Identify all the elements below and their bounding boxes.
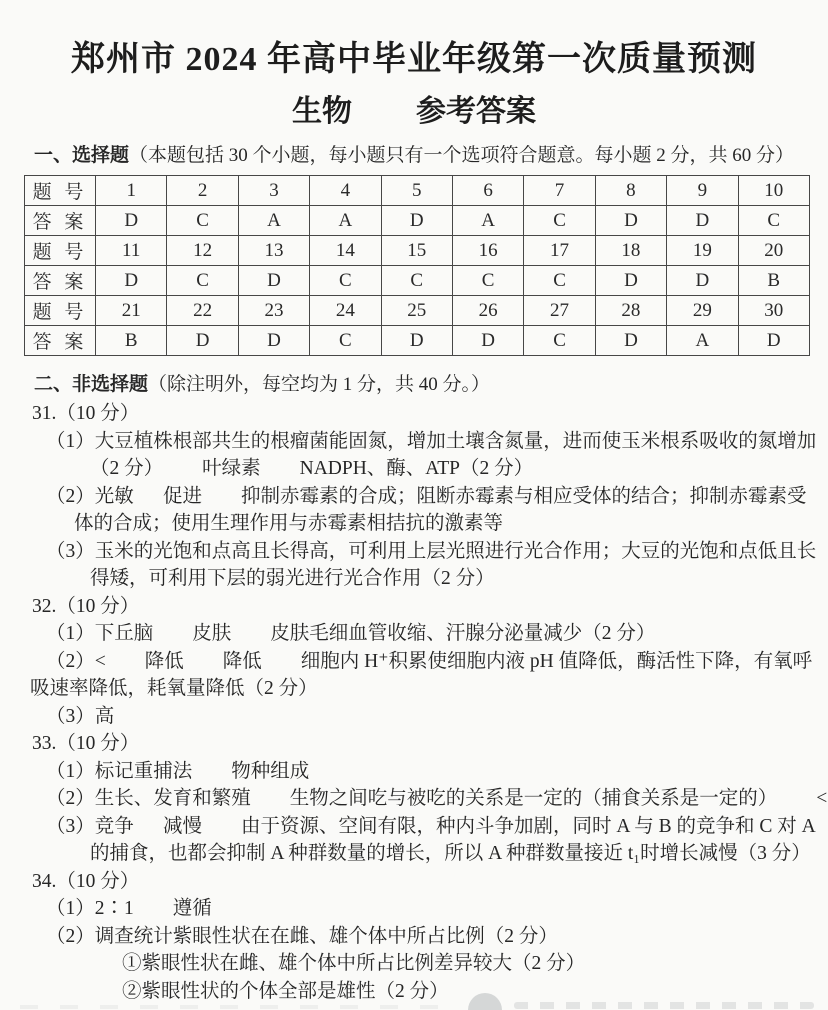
answer-cell: D [738,326,809,356]
question-number-cell: 24 [310,296,381,326]
answer-cell: D [667,266,738,296]
answer-cell: C [310,326,381,356]
question-number-cell: 28 [595,296,666,326]
section2-heading-note: （除注明外，每空均为 1 分，共 40 分。） [148,374,491,396]
answer-cell: D [452,326,523,356]
answer-cell: D [238,326,309,356]
answer-cell: D [595,326,666,356]
answer-line: 得矮，可利用下层的弱光进行光合作用（2 分） [90,568,495,590]
answer-cell: D [381,326,452,356]
section1-heading [34,143,810,169]
answer-cell: C [167,266,238,296]
question-number-cell: 22 [167,296,238,326]
answer-cell: B [738,266,809,296]
answer-cell: D [96,206,167,236]
question-number-cell: 3 [238,176,309,206]
row-label-cell: 答 案 [25,326,96,356]
question-number-cell: 18 [595,236,666,266]
answer-cell: D [381,206,452,236]
answer-line: 的捕食，也都会抑制 A 种群数量的增长，所以 A 种群数量接近 t₁时增长减慢（3 分） [90,843,811,865]
answer-line: （2）调查统计紫眼性状在在雌、雄个体中所占比例（2 分） [46,925,558,947]
answer-table-body [25,176,810,356]
answer-line: ②紫眼性状的个体全部是雄性（2 分） [122,980,449,1002]
question-number-cell: 13 [238,236,309,266]
question-number-cell: 5 [381,176,452,206]
answer-cell: D [595,266,666,296]
answer-cell: C [738,206,809,236]
section2-heading [34,372,810,398]
question-number-cell: 6 [452,176,523,206]
question-number-cell: 21 [96,296,167,326]
page-subtitle [0,92,828,131]
question-number-row [25,176,810,206]
answer-cell: D [595,206,666,236]
answer-line: （1）大豆植株根部共生的根瘤菌能固氮，增加土壤含氮量，进而使玉米根系吸收的氮增加 [46,430,817,452]
row-label-cell: 答 案 [25,266,96,296]
row-label-cell: 答 案 [25,206,96,236]
answer-line: 34.（10 分） [32,870,140,892]
answer-cell: D [238,266,309,296]
answer-cell: B [96,326,167,356]
question-number-cell: 15 [381,236,452,266]
answer-line: 33.（10 分） [32,733,140,755]
answer-line: （1）2∶1 遵循 [46,898,212,920]
free-response-answers [26,400,828,1005]
answer-row [25,326,810,356]
watermark-smudge [514,1002,814,1009]
answer-cell: D [96,266,167,296]
question-number-cell: 17 [524,236,595,266]
answer-cell: A [238,206,309,236]
question-number-cell: 27 [524,296,595,326]
answer-line: 体的合成；使用生理作用与赤霉素相拮抗的激素等 [74,513,504,535]
question-number-cell: 2 [167,176,238,206]
answer-line: ①紫眼性状在雌、雄个体中所占比例差异较大（2 分） [122,953,586,975]
answer-cell: C [452,266,523,296]
section1-heading-note: （本题包括 30 个小题，每小题只有一个选项符合题意。每小题 2 分，共 60 分） [129,145,795,167]
scan-smudge-left [20,1005,450,1009]
question-number-row [25,236,810,266]
answer-table [24,175,810,356]
answer-line: （1）标记重捕法 物种组成 [46,760,310,782]
question-number-cell: 11 [96,236,167,266]
section1-heading-title: 一、选择题 [34,145,130,167]
answer-line: （3）竞争 减慢 由于资源、空间有限，种内斗争加剧，同时 A 与 B 的竞争和 C 对 A [46,815,816,837]
answer-cell: A [452,206,523,236]
answer-line: 32.（10 分） [32,595,140,617]
answer-line: （2）光敏 促进 抑制赤霉素的合成；阻断赤霉素与相应受体的结合；抑制赤霉素受 [46,485,807,507]
question-number-cell: 9 [667,176,738,206]
answer-cell: A [667,326,738,356]
question-number-row [25,296,810,326]
answer-line: （2）生长、发育和繁殖 生物之间吃与被吃的关系是一定的（捕食关系是一定的） < [46,788,828,810]
question-number-cell: 26 [452,296,523,326]
question-number-cell: 16 [452,236,523,266]
answer-line: （1）下丘脑 皮肤 皮肤毛细血管收缩、汗腺分泌量减少（2 分） [46,623,656,645]
question-number-cell: 8 [595,176,666,206]
page-title: 郑州市 2024 年高中毕业年级第一次质量预测 [71,41,757,78]
answer-key-label: 参考答案 [416,95,536,129]
row-label-cell: 题 号 [25,236,96,266]
answer-row [25,206,810,236]
question-number-cell: 29 [667,296,738,326]
question-number-cell: 30 [738,296,809,326]
question-number-cell: 4 [310,176,381,206]
answer-line: 吸速率降低，耗氧量降低（2 分） [30,678,318,700]
answer-cell: A [310,206,381,236]
answer-line: （2）< 降低 降低 细胞内 H⁺积累使细胞内液 pH 值降低，酶活性下降，有氧呼 [46,650,813,672]
row-label-cell: 题 号 [25,176,96,206]
answer-cell: D [667,206,738,236]
question-number-cell: 1 [96,176,167,206]
answer-cell: C [524,206,595,236]
question-number-cell: 20 [738,236,809,266]
answer-cell: C [524,266,595,296]
answer-cell: C [310,266,381,296]
answer-line: （3）玉米的光饱和点高且长得高，可利用上层光照进行光合作用；大豆的光饱和点低且长 [46,540,817,562]
question-number-cell: 7 [524,176,595,206]
answer-cell: C [381,266,452,296]
answer-line: （2 分） 叶绿素 NADPH、酶、ATP（2 分） [90,458,534,480]
row-label-cell: 题 号 [25,296,96,326]
question-number-cell: 23 [238,296,309,326]
answer-row [25,266,810,296]
section2-heading-title: 二、非选择题 [34,374,149,396]
question-number-cell: 14 [310,236,381,266]
answer-cell: D [167,326,238,356]
question-number-cell: 19 [667,236,738,266]
answer-cell: C [524,326,595,356]
answer-line: （3）高 [46,705,115,727]
question-number-cell: 10 [738,176,809,206]
question-number-cell: 12 [167,236,238,266]
subject-name: 生物 [292,95,352,129]
question-number-cell: 25 [381,296,452,326]
answer-cell: C [167,206,238,236]
answer-line: 31.（10 分） [32,403,140,425]
